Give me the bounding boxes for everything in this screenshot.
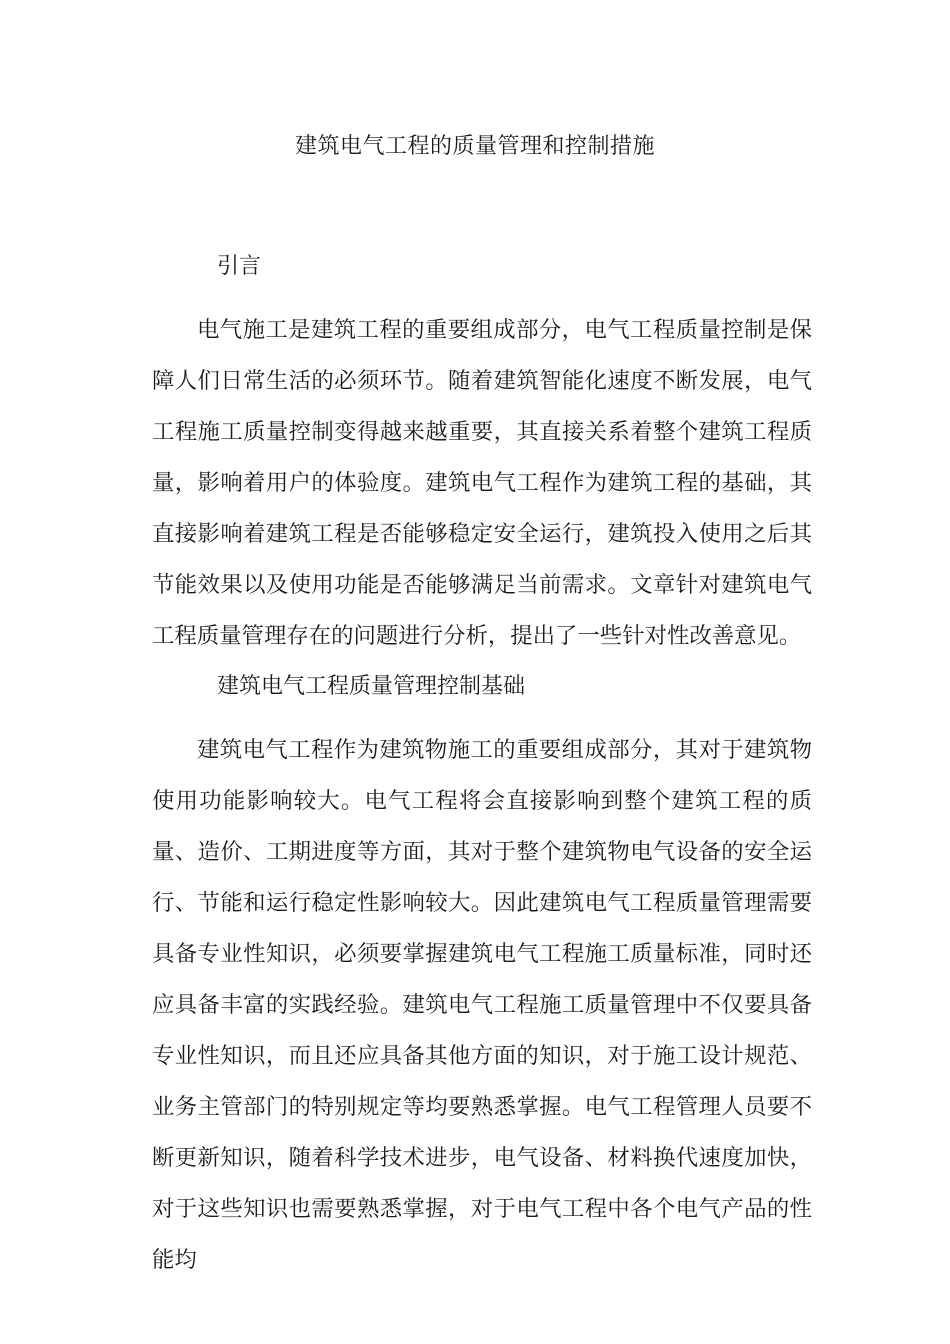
section-heading-introduction: 引言	[217, 254, 262, 279]
section-heading-quality-basis: 建筑电气工程质量管理控制基础	[217, 674, 526, 699]
document-title: 建筑电气工程的质量管理和控制措施	[294, 134, 655, 159]
section-paragraph-introduction: 电气施工是建筑工程的重要组成部分，电气工程质量控制是保障人们日常生活的必须环节。随着建筑智能化速度不断发展，电气工程施工质量控制变得越来越重要，其直接关系着整个建筑工程质量，影响着用户的体验度。建筑电气工程作为建筑工程的基础，其直接影响着建筑工程是否能够稳定安全运行，建筑投入使用之后其节能效果以及使用功能是否能够满足当前需求。文章针对建筑电气工程质量管理存在的问题进行分析，提出了一些针对性改善意见。	[152, 317, 812, 649]
section-paragraph-quality-basis: 建筑电气工程作为建筑物施工的重要组成部分，其对于建筑物使用功能影响较大。电气工程将会直接影响到整个建筑工程的质量、造价、工期进度等方面，其对于整个建筑物电气设备的安全运行、节能和运行稳定性影响较大。因此建筑电气工程质量管理需要具备专业性知识，必须要掌握建筑电气工程施工质量标准，同时还应具备丰富的实践经验。建筑电气工程施工质量管理中不仅要具备专业性知识，而且还应具备其他方面的知识，对于施工设计规范、业务主管部门的特别规定等均要熟悉掌握。电气工程管理人员要不断更新知识，随着科学技术进步，电气设备、材料换代速度加快，对于这些知识也需要熟悉掌握，对于电气工程中各个电气产品的性能均	[152, 737, 812, 1273]
